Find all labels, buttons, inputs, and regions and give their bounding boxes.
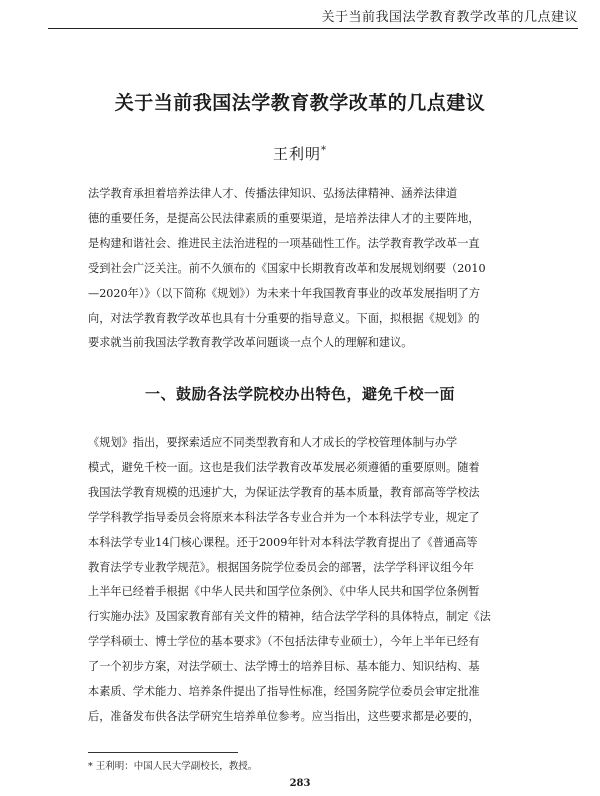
text-line: 学学科硕士、博士学位的基本要求》（不包括法律专业硕士），今年上半年已经有 (88, 635, 480, 649)
author-name: 王利明 (272, 145, 321, 163)
header-rule (48, 28, 578, 29)
text-line: 要求就当前我国法学教育教学改革问题谈一点个人的理解和建议。 (88, 336, 413, 350)
page-number: 283 (289, 778, 311, 789)
text-line: —2020年）》（以下简称《规划》）为未来十年我国教育事业的改革发展指明了方 (88, 286, 481, 300)
text-line: 法学教育承担着培养法律人才、传播法律知识、弘扬法律精神、涵养法律道 (88, 187, 458, 200)
body-paragraph (88, 431, 512, 730)
text-line: 向，对法学教育教学改革也具有十分重要的指导意义。下面，拟根据《规划》的 (88, 311, 480, 325)
text-line: 行实施办法》及国家教育部有关文件的精神，结合法学学科的具体特点，制定《法 (88, 610, 491, 624)
text-line: 了一个初步方案，对法学硕士、法学博士的培养目标、基本能力、知识结构、基 (88, 660, 480, 674)
article-title: 关于当前我国法学教育教学改革的几点建议 (114, 92, 486, 114)
footnote: * 王利明：中国人民大学副校长，教授。 (88, 761, 258, 772)
author-footnote-mark: * (321, 145, 327, 156)
text-line: 模式，避免千校一面。这也是我们法学教育改革发展必须遵循的重要原则。随着 (88, 460, 480, 474)
text-line: 《规划》指出，要探索适应不同类型教育和人才成长的学校管理体制与办学 (88, 436, 458, 449)
text-line: 学学科教学指导委员会将原来本科法学各专业合并为一个本科法学专业，规定了 (88, 510, 480, 524)
text-line: 我国法学教育规模的迅速扩大，为保证法学教育的基本质量，教育部高等学校法 (88, 485, 480, 499)
text-line: 是构建和谐社会、推进民主法治进程的一项基础性工作。法学教育教学改革一直 (88, 236, 480, 250)
running-head: 关于当前我国法学教育教学改革的几点建议 (321, 10, 578, 25)
author (0, 143, 600, 164)
text-line: 教育法学专业教学规范》。根据国务院学位委员会的部署，法学学科评议组今年 (88, 560, 474, 574)
text-line: 后，准备发布供各法学研究生培养单位参考。应当指出，这些要求都是必要的， (88, 709, 480, 723)
intro-paragraph (88, 182, 512, 356)
text-line: 本素质、学术能力、培养条件提出了指导性标准，经国务院学位委员会审定批准 (88, 685, 480, 699)
footnote-rule (88, 752, 238, 753)
section-heading: 一、鼓励各法学院校办出特色，避免千校一面 (144, 385, 455, 403)
text-line: 德的重要任务，是提高公民法律素质的重要渠道，是培养法律人才的主要阵地， (88, 211, 480, 225)
text-line: 本科法学专业14门核心课程。还于2009年针对本科法学教育提出了《普通高等 (88, 535, 478, 549)
text-line: 受到社会广泛关注。前不久颁布的《国家中长期教育改革和发展规划纲要（2010 (88, 261, 486, 275)
text-line: 上半年已经着手根据《中华人民共和国学位条例》、《中华人民共和国学位条例暂 (88, 585, 480, 599)
